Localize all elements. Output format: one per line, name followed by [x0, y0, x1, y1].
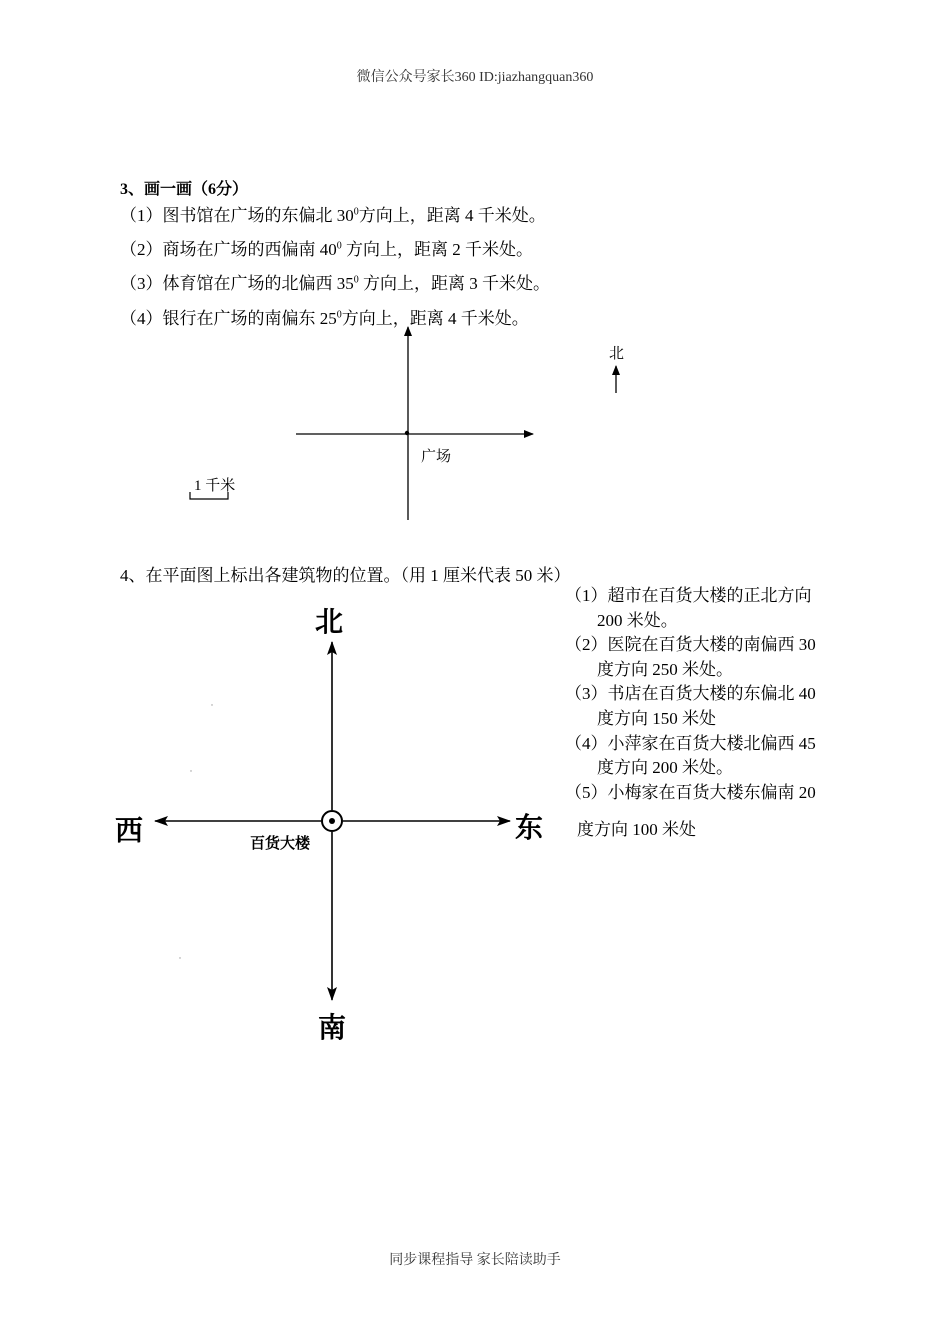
question-4-item-4 [565, 732, 855, 781]
item-text: 方向上，距离 4 千米处。 [341, 309, 529, 328]
q3-center-label: 广场 [421, 449, 452, 465]
item-line: 度方向 150 米处 [597, 708, 716, 728]
item-text: （2）商场在广场的西偏南 40 [120, 240, 337, 259]
item-text: （4）银行在广场的南偏东 25 [120, 309, 337, 328]
item-line: （2）医院在百货大楼的南偏西 30 [565, 635, 816, 655]
question-4-item-3 [565, 682, 855, 731]
question-4-list [565, 584, 855, 843]
item-text: 方向上，距离 4 千米处。 [358, 206, 546, 225]
item-line: （4）小萍家在百货大楼北偏西 45 [565, 733, 816, 753]
compass-north-label: 北 [315, 606, 344, 637]
compass-center-label: 百货大楼 [250, 835, 311, 852]
item-line: （1）超市在百货大楼的正北方向 [565, 586, 812, 605]
item-line: 200 米处。 [597, 610, 678, 630]
question-4-title: 4、在平面图上标出各建筑物的位置。（用 1 厘米代表 50 米） [120, 566, 571, 585]
item-text: （1）图书馆在广场的东偏北 30 [120, 206, 354, 225]
item-line: 度方向 200 米处。 [597, 758, 733, 778]
compass-east-label: 东 [515, 812, 544, 843]
scan-speck [211, 704, 212, 705]
q3-center-dot [405, 431, 409, 435]
page-header: 微信公众号家长360 ID:jiazhangquan360 [356, 70, 594, 85]
degree-sup: 0 [336, 240, 342, 252]
item-line: 度方向 100 米处 [577, 820, 696, 840]
item-line: 度方向 250 米处。 [597, 659, 733, 679]
q3-north-label: 北 [609, 346, 625, 362]
degree-sup: 0 [353, 274, 359, 286]
q4-center-dot-icon [329, 818, 335, 824]
question-4-item-5 [565, 781, 855, 843]
q3-scale-label: 1 千米 [194, 478, 236, 494]
question-4-item-1 [565, 584, 855, 633]
scan-speck [179, 957, 180, 958]
question-4-item-2 [565, 633, 855, 682]
compass-west-label: 西 [115, 815, 144, 846]
item-line: （5）小梅家在百货大楼东偏南 20 [565, 782, 816, 802]
item-text: 方向上，距离 3 千米处。 [358, 274, 550, 293]
scan-speck [190, 770, 191, 771]
item-text: （3）体育馆在广场的北偏西 35 [120, 274, 354, 293]
compass-south-label: 南 [318, 1012, 347, 1043]
page-footer: 同步课程指导 家长陪读助手 [389, 1253, 561, 1268]
degree-sup: 0 [336, 309, 342, 321]
item-text: 方向上，距离 2 千米处。 [341, 240, 533, 259]
item-line: （3）书店在百货大楼的东偏北 40 [565, 684, 816, 704]
question-3-title: 3、画一画（6分） [120, 181, 249, 198]
degree-sup: 0 [353, 206, 359, 218]
